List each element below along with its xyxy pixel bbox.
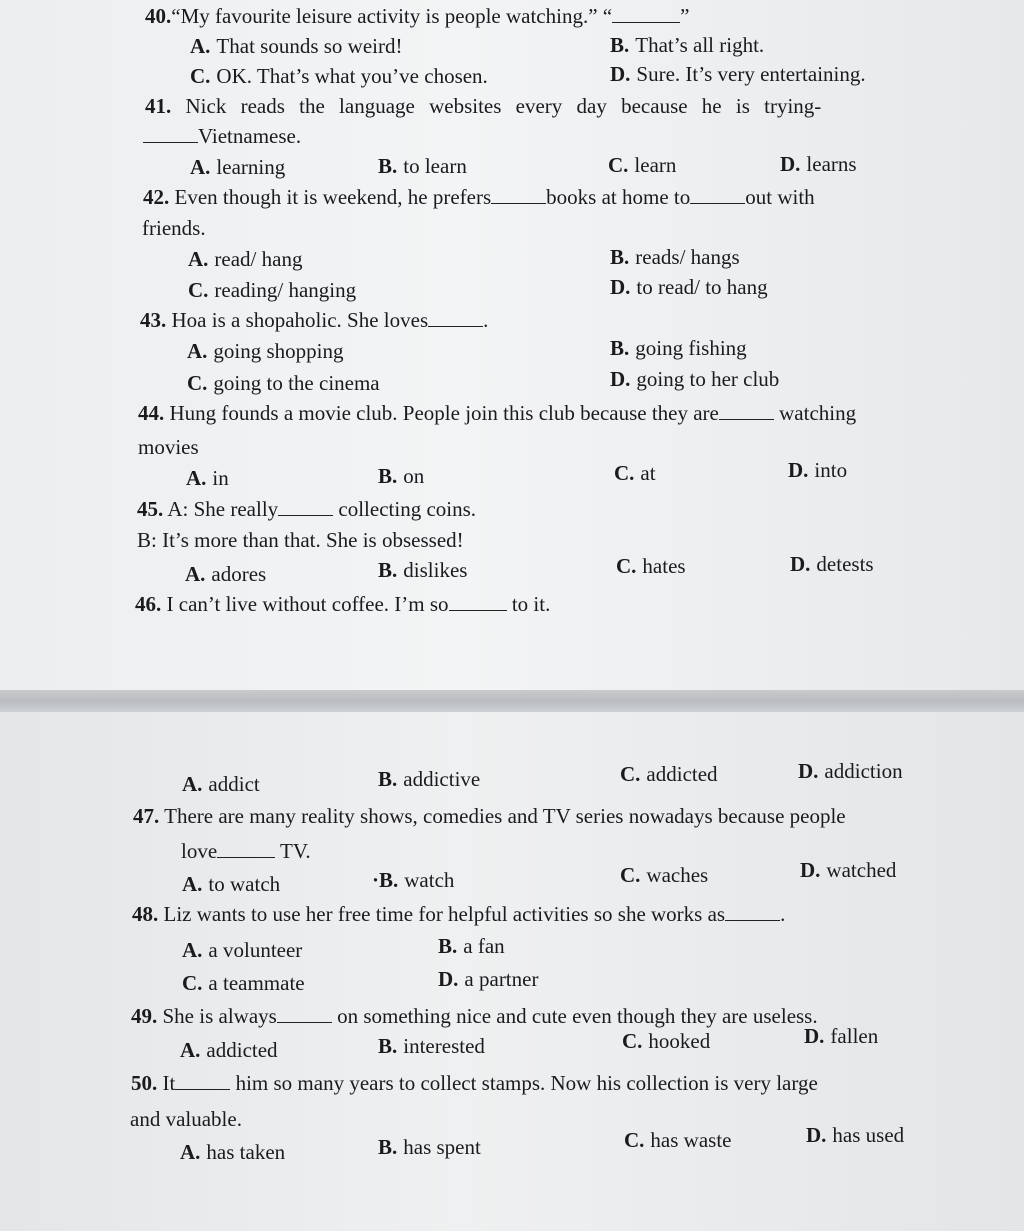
option-47-b: ·B. watch	[372, 868, 455, 892]
option-48-a: A. a volunteer	[182, 938, 303, 962]
option-40-a: A. That sounds so weird!	[190, 34, 403, 58]
option-49-b: B. interested	[378, 1034, 485, 1058]
question-48: 48. Liz wants to use her free time for helpful activities so she works as .	[132, 902, 786, 926]
answer-blank	[725, 902, 780, 921]
answer-blank	[690, 185, 745, 204]
answer-blank	[277, 1004, 332, 1023]
answer-blank	[217, 839, 275, 858]
page-divider	[0, 690, 1024, 712]
question-42: 42. Even though it is weekend, he prefers books at home to out with	[143, 185, 815, 209]
option-48-c: C. a teammate	[182, 971, 305, 995]
question-47-line2: love TV.	[181, 839, 311, 863]
option-47-c: C. waches	[620, 863, 709, 887]
option-50-a: A. has taken	[180, 1140, 286, 1164]
option-40-b: B. That’s all right.	[610, 33, 765, 57]
option-46-c: C. addicted	[620, 762, 718, 786]
question-44-line2: movies	[138, 435, 199, 459]
option-41-c: C. learn	[608, 153, 677, 177]
option-40-d: D. Sure. It’s very entertaining.	[610, 62, 866, 86]
option-46-d: D. addiction	[798, 759, 903, 783]
question-50-line2: and valuable.	[130, 1107, 242, 1131]
option-45-d: D. detests	[790, 552, 874, 576]
question-46: 46. I can’t live without coffee. I’m so to it.	[135, 592, 551, 616]
answer-blank	[491, 185, 546, 204]
option-42-d: D. to read/ to hang	[610, 275, 768, 299]
option-43-b: B. going fishing	[610, 336, 747, 360]
option-42-c: C. reading/ hanging	[188, 278, 357, 302]
question-40: 40.“My favourite leisure activity is people watching.” “ ”	[145, 4, 690, 28]
option-45-c: C. hates	[616, 554, 686, 578]
answer-blank	[428, 308, 483, 327]
option-42-a: A. read/ hang	[188, 247, 303, 271]
option-44-d: D. into	[788, 458, 848, 482]
option-46-b: B. addictive	[378, 767, 481, 791]
option-44-c: C. at	[614, 461, 656, 485]
option-41-a: A. learning	[190, 155, 286, 179]
answer-blank	[175, 1071, 230, 1090]
option-49-d: D. fallen	[804, 1024, 879, 1048]
question-44: 44. Hung founds a movie club. People join this club because they are watching	[138, 401, 857, 425]
option-43-a: A. going shopping	[187, 339, 344, 363]
option-43-d: D. going to her club	[610, 367, 780, 391]
question-42-line2: friends.	[142, 216, 206, 240]
answer-blank	[449, 592, 507, 611]
option-45-a: A. adores	[185, 562, 267, 586]
option-50-b: B. has spent	[378, 1135, 481, 1159]
answer-blank	[612, 4, 680, 23]
answer-blank	[719, 401, 774, 420]
question-43: 43. Hoa is a shopaholic. She loves .	[140, 308, 489, 332]
option-49-a: A. addicted	[180, 1038, 278, 1062]
option-45-b: B. dislikes	[378, 558, 468, 582]
option-41-b: B. to learn	[378, 154, 467, 178]
option-50-c: C. has waste	[624, 1128, 732, 1152]
option-42-b: B. reads/ hangs	[610, 245, 740, 269]
option-43-c: C. going to the cinema	[187, 371, 380, 395]
question-45-line2: B: It’s more than that. She is obsessed!	[137, 528, 464, 552]
option-48-b: B. a fan	[438, 934, 505, 958]
option-50-d: D. has used	[806, 1123, 905, 1147]
question-41: 41. Nick reads the language websites every day because he is trying-	[145, 94, 822, 118]
question-50: 50. It him so many years to collect stamps. Now his collection is very large	[131, 1071, 818, 1095]
question-47: 47. There are many reality shows, comedies and TV series nowadays because people	[133, 804, 846, 828]
question-number: 40.	[145, 4, 172, 28]
answer-blank	[143, 124, 198, 143]
question-49: 49. She is always on something nice and cute even though they are useless.	[131, 1004, 818, 1028]
answer-blank	[278, 497, 333, 516]
question-41-line2: Vietnamese.	[143, 124, 301, 148]
option-40-c: C. OK. That’s what you’ve chosen.	[190, 64, 488, 88]
option-46-a: A. addict	[182, 772, 260, 796]
option-41-d: D. learns	[780, 152, 857, 176]
option-47-d: D. watched	[800, 858, 897, 882]
option-49-c: C. hooked	[622, 1029, 711, 1053]
option-44-a: A. in	[186, 466, 229, 490]
option-47-a: A. to watch	[182, 872, 281, 896]
option-44-b: B. on	[378, 464, 425, 488]
option-48-d: D. a partner	[438, 967, 539, 991]
question-45: 45. A: She really collecting coins.	[137, 497, 477, 521]
